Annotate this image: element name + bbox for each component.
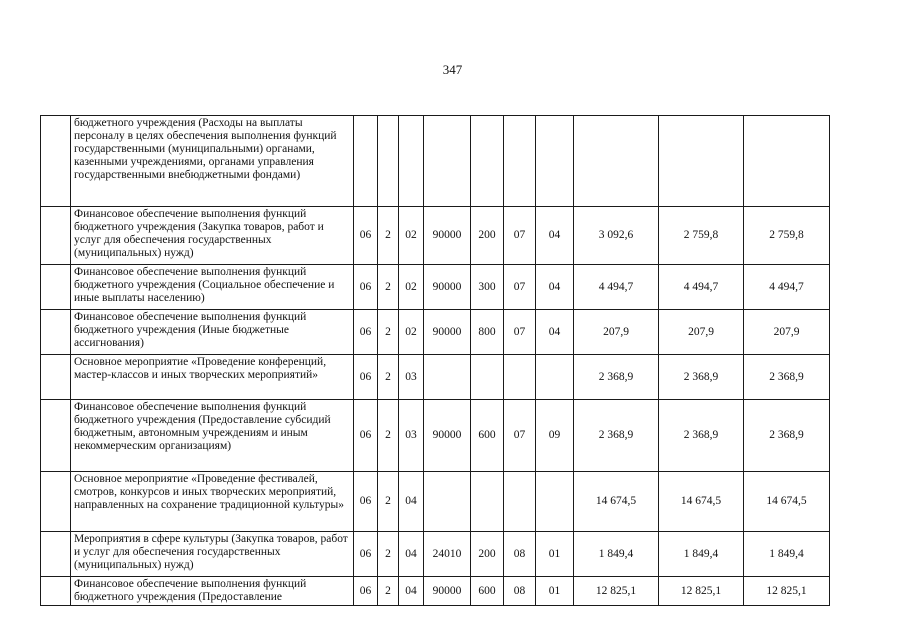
subprogram-code-cell: 2 (378, 265, 399, 310)
direction-code-cell: 90000 (424, 265, 471, 310)
row-spacer-cell (41, 472, 71, 532)
table-row (41, 355, 830, 400)
row-spacer-cell (41, 116, 71, 207)
description-cell: Финансовое обеспечение выполнения функций бюджетного учреждения (Закупка товаров, работ и услуг для обеспечения государственных (муниципальных) нужд) (71, 207, 354, 265)
program-code-cell: 06 (354, 355, 378, 400)
activity-code-cell (399, 116, 424, 207)
section-code-cell: 07 (504, 400, 536, 472)
subprogram-code-cell: 2 (378, 472, 399, 532)
direction-code-cell (424, 116, 471, 207)
description-cell: Финансовое обеспечение выполнения функций бюджетного учреждения (Предоставление субсидий бюджетным, автономным учреждениям и иным некоммерческим организациям) (71, 400, 354, 472)
subprogram-code-cell: 2 (378, 532, 399, 577)
program-code-cell (354, 116, 378, 207)
direction-code-cell (424, 355, 471, 400)
amount-year-2-cell: 207,9 (659, 310, 744, 355)
table-row (41, 472, 830, 532)
subsection-code-cell: 09 (536, 400, 574, 472)
direction-code-cell: 90000 (424, 577, 471, 606)
row-spacer-cell (41, 265, 71, 310)
amount-year-2-cell: 2 368,9 (659, 355, 744, 400)
direction-code-cell: 90000 (424, 310, 471, 355)
expense-type-cell: 300 (471, 265, 504, 310)
table-row (41, 577, 830, 606)
amount-year-1-cell: 12 825,1 (574, 577, 659, 606)
amount-year-3-cell: 2 368,9 (744, 355, 830, 400)
activity-code-cell: 02 (399, 310, 424, 355)
table-row (41, 400, 830, 472)
row-spacer-cell (41, 577, 71, 606)
section-code-cell: 08 (504, 532, 536, 577)
amount-year-1-cell (574, 116, 659, 207)
amount-year-3-cell (744, 116, 830, 207)
amount-year-3-cell: 2 368,9 (744, 400, 830, 472)
program-code-cell: 06 (354, 265, 378, 310)
activity-code-cell: 03 (399, 400, 424, 472)
section-code-cell: 07 (504, 207, 536, 265)
section-code-cell (504, 116, 536, 207)
amount-year-1-cell: 207,9 (574, 310, 659, 355)
program-code-cell: 06 (354, 577, 378, 606)
amount-year-3-cell: 14 674,5 (744, 472, 830, 532)
activity-code-cell: 03 (399, 355, 424, 400)
amount-year-1-cell: 2 368,9 (574, 400, 659, 472)
table-row (41, 116, 830, 207)
description-cell: Основное мероприятие «Проведение конференций, мастер-классов и иных творческих мероприятий» (71, 355, 354, 400)
amount-year-2-cell: 2 368,9 (659, 400, 744, 472)
program-code-cell: 06 (354, 400, 378, 472)
amount-year-3-cell: 4 494,7 (744, 265, 830, 310)
amount-year-2-cell: 14 674,5 (659, 472, 744, 532)
subprogram-code-cell: 2 (378, 207, 399, 265)
subsection-code-cell: 01 (536, 532, 574, 577)
amount-year-2-cell: 12 825,1 (659, 577, 744, 606)
description-cell: Финансовое обеспечение выполнения функций бюджетного учреждения (Предоставление (71, 577, 354, 606)
amount-year-1-cell: 14 674,5 (574, 472, 659, 532)
row-spacer-cell (41, 400, 71, 472)
subprogram-code-cell (378, 116, 399, 207)
expense-type-cell (471, 472, 504, 532)
subprogram-code-cell: 2 (378, 310, 399, 355)
amount-year-3-cell: 2 759,8 (744, 207, 830, 265)
description-cell: бюджетного учреждения (Расходы на выплаты персоналу в целях обеспечения выполнения функций государственными (муниципальными) органами, казенными учреждениями, органами управления государственными внебюджетными фондами) (71, 116, 354, 207)
expense-type-cell: 600 (471, 400, 504, 472)
table-row (41, 265, 830, 310)
amount-year-1-cell: 3 092,6 (574, 207, 659, 265)
page-number: 347 (442, 62, 463, 77)
row-spacer-cell (41, 310, 71, 355)
section-code-cell (504, 355, 536, 400)
table-row (41, 532, 830, 577)
program-code-cell: 06 (354, 310, 378, 355)
program-code-cell: 06 (354, 472, 378, 532)
subprogram-code-cell: 2 (378, 577, 399, 606)
amount-year-1-cell: 1 849,4 (574, 532, 659, 577)
amount-year-2-cell: 4 494,7 (659, 265, 744, 310)
activity-code-cell: 04 (399, 532, 424, 577)
program-code-cell: 06 (354, 207, 378, 265)
expense-type-cell: 600 (471, 577, 504, 606)
subsection-code-cell (536, 472, 574, 532)
direction-code-cell: 24010 (424, 532, 471, 577)
direction-code-cell: 90000 (424, 207, 471, 265)
direction-code-cell: 90000 (424, 400, 471, 472)
subsection-code-cell (536, 116, 574, 207)
row-spacer-cell (41, 355, 71, 400)
description-cell: Финансовое обеспечение выполнения функций бюджетного учреждения (Иные бюджетные ассигнования) (71, 310, 354, 355)
program-code-cell: 06 (354, 532, 378, 577)
activity-code-cell: 04 (399, 472, 424, 532)
amount-year-3-cell: 1 849,4 (744, 532, 830, 577)
amount-year-1-cell: 4 494,7 (574, 265, 659, 310)
amount-year-2-cell: 2 759,8 (659, 207, 744, 265)
amount-year-3-cell: 12 825,1 (744, 577, 830, 606)
subsection-code-cell: 04 (536, 207, 574, 265)
amount-year-2-cell (659, 116, 744, 207)
subprogram-code-cell: 2 (378, 400, 399, 472)
expense-type-cell (471, 116, 504, 207)
subsection-code-cell: 04 (536, 310, 574, 355)
direction-code-cell (424, 472, 471, 532)
row-spacer-cell (41, 207, 71, 265)
section-code-cell (504, 472, 536, 532)
budget-table (40, 115, 830, 606)
amount-year-3-cell: 207,9 (744, 310, 830, 355)
expense-type-cell (471, 355, 504, 400)
description-cell: Финансовое обеспечение выполнения функций бюджетного учреждения (Социальное обеспечение и иные выплаты населению) (71, 265, 354, 310)
row-spacer-cell (41, 532, 71, 577)
section-code-cell: 07 (504, 310, 536, 355)
activity-code-cell: 02 (399, 265, 424, 310)
subprogram-code-cell: 2 (378, 355, 399, 400)
description-cell: Мероприятия в сфере культуры (Закупка товаров, работ и услуг для обеспечения государственных (муниципальных) нужд) (71, 532, 354, 577)
activity-code-cell: 04 (399, 577, 424, 606)
table-row (41, 207, 830, 265)
amount-year-2-cell: 1 849,4 (659, 532, 744, 577)
expense-type-cell: 200 (471, 207, 504, 265)
subsection-code-cell: 01 (536, 577, 574, 606)
subsection-code-cell: 04 (536, 265, 574, 310)
section-code-cell: 07 (504, 265, 536, 310)
expense-type-cell: 200 (471, 532, 504, 577)
section-code-cell: 08 (504, 577, 536, 606)
expense-type-cell: 800 (471, 310, 504, 355)
subsection-code-cell (536, 355, 574, 400)
table-row (41, 310, 830, 355)
amount-year-1-cell: 2 368,9 (574, 355, 659, 400)
activity-code-cell: 02 (399, 207, 424, 265)
description-cell: Основное мероприятие «Проведение фестивалей, смотров, конкурсов и иных творческих мероприятий, направленных на сохранение традиционной культуры» (71, 472, 354, 532)
